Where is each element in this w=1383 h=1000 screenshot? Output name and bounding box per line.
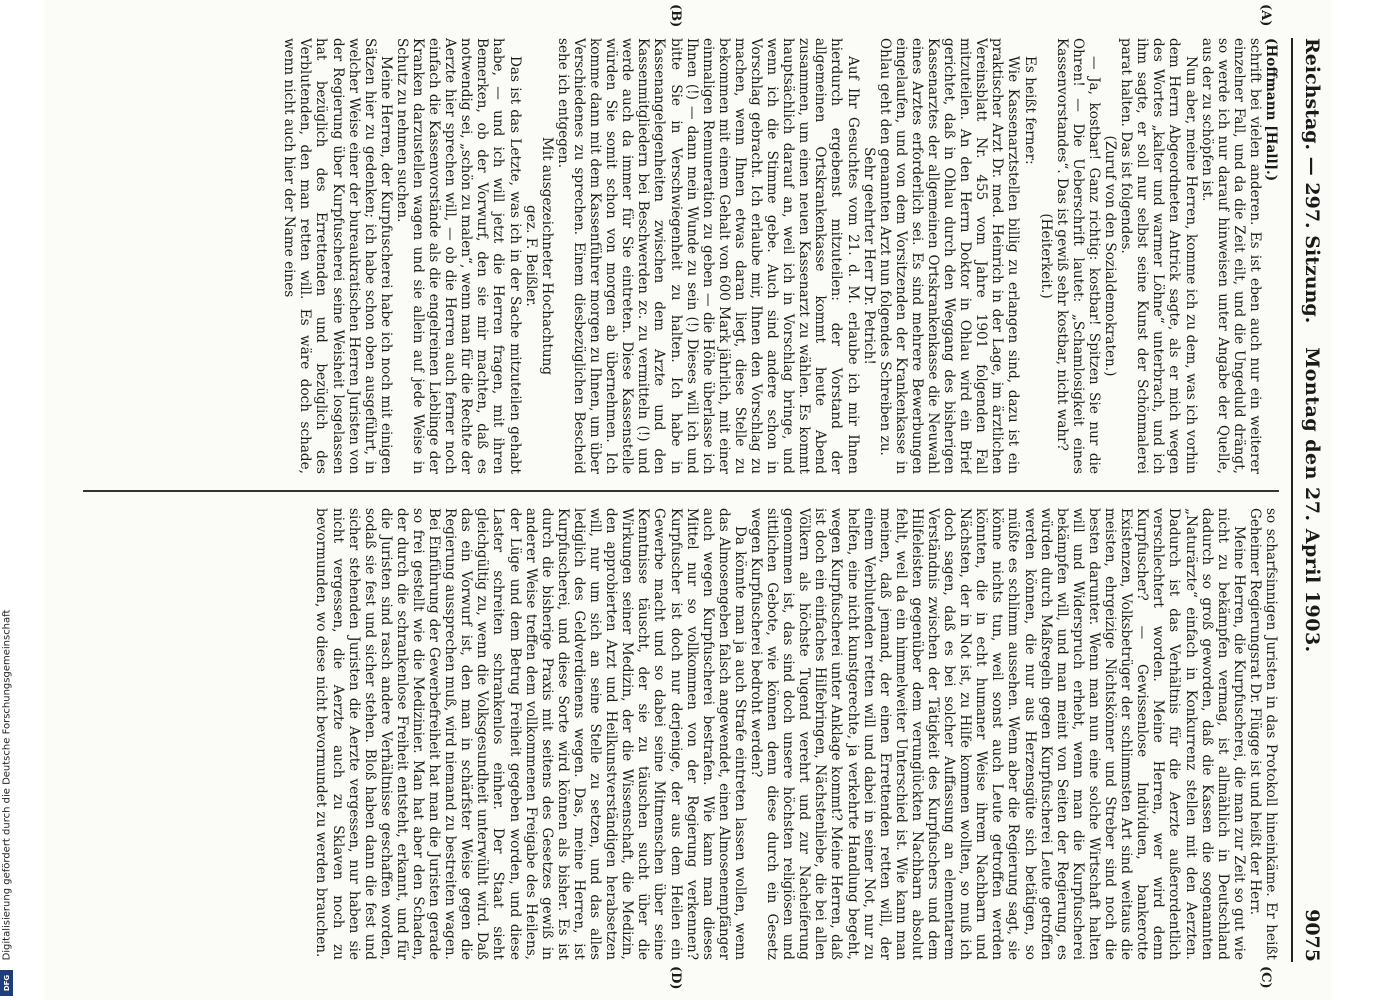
letter-salutation: Sehr geehrter Herr Dr. Petrich! — [860, 147, 877, 365]
margin-mark-c: (C) — [1258, 966, 1273, 989]
letter-body: Auf Ihr Gesuchtes vom 21. d. M. erlaube ich mir Ihnen hierdurch ergebenst mitzuteilen: der Vorstand der allgemeinen Ortskrankenkasse kommt heute Abend zusammen, um einen neuen Kassenarzt zu wählen. Es kommt hauptsächlich darauf an, weil ich in Vorschlag bringe, und wenn ich die Stimme gebe. Auch sind andere schon in Vorschlag gebracht. Ich erlaube mir, Ihnen den Vorschlag zu machen, wenn Ihnen etwas daran liegt, diese Stelle zu bekommen mit einem Gehalt von 600 Mark jährlich, mit einer einmaligen Remuneration zu geben — die Höhe überlasse ich Ihnen (!) — dann mein Wunde zu sein (!) Dieses will ich und bitte Sie in Verschwiegenheit zu halten. Ich habe in Kassenangelegenheiten zwischen dem Arzte und den Kassenmitgliedern bei Beschwerden zc. zu vermitteln (!) und werde auch da immer für Sie eintreten. Diese Kassenstelle würden Sie somit schon von morgen ab übernehmen. Ich komme dann mit dem Kassenführer morgen zu Ihnen, um über Verschiedenes zu sprechen. Einem diesbezüglichen Bescheid sehe ich entgegen. — [554, 38, 861, 474]
margin-mark-b: (B) — [668, 4, 683, 28]
speaker-label: (Hoffmann [Hall].) — [1263, 38, 1279, 182]
header-session: Reichstag. — 297. Sitzung. — [1301, 38, 1323, 324]
letter-closing: Mit ausgezeichneter Hochachtung — [538, 136, 555, 376]
paragraph: Da könnte man ja auch Strafe eintreten lassen wollen, wenn das Almosengeben falsch angewendet, einen Almosenempfänger auch wegen Kurpfuscherei bestrafen. Wie kann man dieses Mittel nur so vollkommen von der Regierung verkennen? Kurpfuscher ist doch nur derjenige, der aus dem Heilen ein Gewerbe macht und so dabei seine Mitmenschen über seine Kenntnisse täuscht, der sie zu täuschen sucht über die Wirkungen seiner Medizin, der die Wissenschaft, die Medizin, den approbierten Arzt und Heilkunstverständigen herabsetzen will, nur um sich an seine Stelle zu setzen, und das alles lediglich des Geldverdienens wegen. Das, meine Herren, ist Kurpfuscherei, und diese Sorte wird können als bisher. Es ist durch die bisherige Praxis mit seitens des Gesetzes gewiß in anderer Weise treffen dem vollkommenen Freigabe des Heilens, der Lüge und dem Betrug Freiheit gegeben worden, und diese Laster schreiten schrankenlos einher. Der Staat sieht gleichgültig zu, wenn die Volksgesundheit unterwühlt wird. Daß das ein Vorwurf ist, den man in schärfster Weise gegen die Regierung aussprechen muß, wird niemand zu bestreiten wagen. Bei Einführung der Gewerbefreiheit hat man die Juristen gerade so frei gestellt wie die Medizinier. Man hat aber den Schaden, der durch die schrankenlose Freiheit entsteht, erkannt, und für die Juristen sind rasch andere Verhältnisse geschaffen worden, sodaß sie fest und sicher stehen. Bloß haben dann die fest und sicher stehenden Juristen die Aerzte vergessen, nur haben sie nicht vergessen, die Aerzte auch zu Sklaven noch zu bevormunden, wo diese nicht bevormundet zu werden brauchen. — [313, 508, 748, 960]
digitization-credit: Digitalisierung gefördert durch die Deutsche Forschungsgemeinschaft — [1, 609, 13, 961]
paragraph: Meine Herren, der Kurpfuscherei habe ich noch mit einigen Sätzen hier zu gedenken; ich habe schon oben ausgeführt, in welcher Weise einer der bureaukratischen Herren Juristen von der Regierung über Kurpfuscherei seine Weisheit losgelassen hat bezüglich des Errettenden und bezüglich des Verblutenden, den man retten will. Es wäre doch schade, wenn nicht auch hier der Name eines — [281, 38, 394, 474]
margin-mark-d: (D) — [668, 966, 683, 990]
paragraph: Meine Herren, die Kurpfuscherei, die man zur Zeit so gut wie nicht zu bekämpfen vermag, ist allmählich in Deutschland dadurch so groß geworden, daß die Kassen die sogenannten „Naturärzte“ einfach in Konkurrenz stellen mit den Aerzten. Dadurch ist das Verhältnis für die Aerzte außerordentlich verschlechtert worden. Meine Herren, wer wird denn Kurpfuscher? — Gewissenlose Individuen, bankerotte Existenzen, Volksbetrüger der schlimmsten Art sind weitaus die meisten, ehrgeizige Nichtskönner und Streber sind noch die besten darunter. Wenn man nun eine solche Wirtschaft halten will und Widerspruch erhebt, wenn man die Kurpfuscherei bekämpfen will, und man meint von Seiten der Regierung, es würden durch Maßregeln gegen Kurpfuscherei Leute getroffen werden können, die nur aus Herzensgüte sich betätigen, so müßte es schlimm aussehen. Wenn aber die Regierung sagt, sie könne nichts tun, weil sonst auch Leute getroffen werden könnten, die in echt humaner Weise ihrem Nachbarn und Nächsten, der in Not ist, zu Hilfe kommen wollten, so muß ich doch sagen, daß es bei solcher Auffassung an elementarem Verständnis zwischen der Tätigkeit des Kurpfuschers und dem Hilfeleisten gegenüber dem verunglückten Nachbarn absolut fehlt, weil da ein himmelweiter Unterschied ist. Wie kann man meinen, daß jemand, der einen Errettenden retten will, der einem Verblutenden retten will und dabei in seiner Not, nur zu helfen, eine nicht kunstgerechte, ja verkehrte Handlung begeht, wegen Kurpfuscherei unter Anklage kommt? Meine Herren, daß ist doch ein einfaches Hilfebringen, Nächstenliebe, die bei allen Völkern als höchste Tugend verehrt und zur Nacheiferung genommen ist, das sind doch unsere höchsten religiösen und sittlichen Gebote, wie können denn diese durch ein Gesetz wegen Kurpfuscherei bedroht werden? — [748, 508, 1247, 960]
right-text-column — [77, 508, 1279, 960]
left-text-column — [77, 38, 1279, 474]
paragraph: schrift bei vielen anderen. Es ist eben auch nur ein weiterer einzelner Fall, und da die Zeit eilt, und die Ungeduld drängt, so werde ich nur darauf hinweisen unter Angabe der Quelle, aus der zu schöpfen ist. — [1198, 38, 1263, 474]
interjection: (Zuruf von den Sozialdemokraten.) — [1102, 135, 1119, 377]
margin-mark-a: (A) — [1258, 4, 1273, 27]
page-number: 9075 — [1301, 909, 1323, 962]
letter-signature: gez. F. Beißler. — [522, 205, 539, 307]
paragraph: so scharfsinnigen Juristen in das Protokoll hineinkäme. Er heißt Geheimer Regierungsrat Dr. Flügge ist und heißt der Herr. — [1246, 508, 1279, 960]
page-header — [1291, 38, 1327, 962]
column-divider — [83, 490, 1279, 492]
paragraph: Es heißt ferner: — [1021, 56, 1038, 165]
paragraph: Das ist das Letzte, was ich in der Sache mitzuteilen gehabt habe, — und ich will jetzt die Herren fragen, mit ihren Bemerken, ob der Vorwurf, den sie mir machten, daß es notwendig sei, „schön zu malen“, wenn man für die Rechte der Aerzte hier sprechen will, — ob die Herren auch ferner noch einfach die Kassenvorstände als die engelreinen Lieblinge der Kranken darzustellen wagen und sie allein auf jede Weise in Schutz zu nehmen suchen. — [393, 38, 523, 474]
quoted-paragraph: Wie Kassenarztstellen billig zu erlangen sind, dazu ist ein praktischer Arzt Dr. med. Heinrich in der Lage, im ärztlichen Vereinsblatt Nr. 455 vom Jahre 1901 folgenden Fall mitzuteilen. An den Herrn Doktor in Ohlau wird ein Brief gerichtet, daß in Ohlau durch den Weggang des bisherigen Kassenarztes der allgemeinen Ortskrankenkasse die Neuwahl eines Arztes erforderlich sei. Es sind mehrere Bewerbungen eingelaufen, und von dem Vorsitzenden der Krankenkasse in Ohlau geht den genannten Arzt nun folgendes Schreiben zu. — [876, 38, 1022, 474]
interjection: (Heiterkeit.) — [1037, 213, 1054, 299]
dfg-logo: DFG — [0, 970, 13, 996]
header-date: Montag den 27. April 1903. — [1301, 347, 1323, 653]
paragraph: — Ja, kostbar! Ganz richtig: kostbar! Spitzen Sie nur die Ohren! — Die Ueberschrift lautet: „Schamlosigkeit eines Kassenvorstandes“. Das ist gewiß sehr kostbar, nicht wahr? — [1053, 38, 1102, 474]
rotated-document-page — [43, 0, 1333, 1000]
paragraph: Nun aber, meine Herren, komme ich zu dem, was ich vorhin dem Herrn Abgeordneten Antrick sagte, als er mich wegen des Wortes „kalter und warmer Löhne“ unterbrach, und ich ihm sagte, er soll nur selbst seine Kunst der Schönmalerei parat halten. Das ist folgendes. — [1118, 38, 1199, 474]
